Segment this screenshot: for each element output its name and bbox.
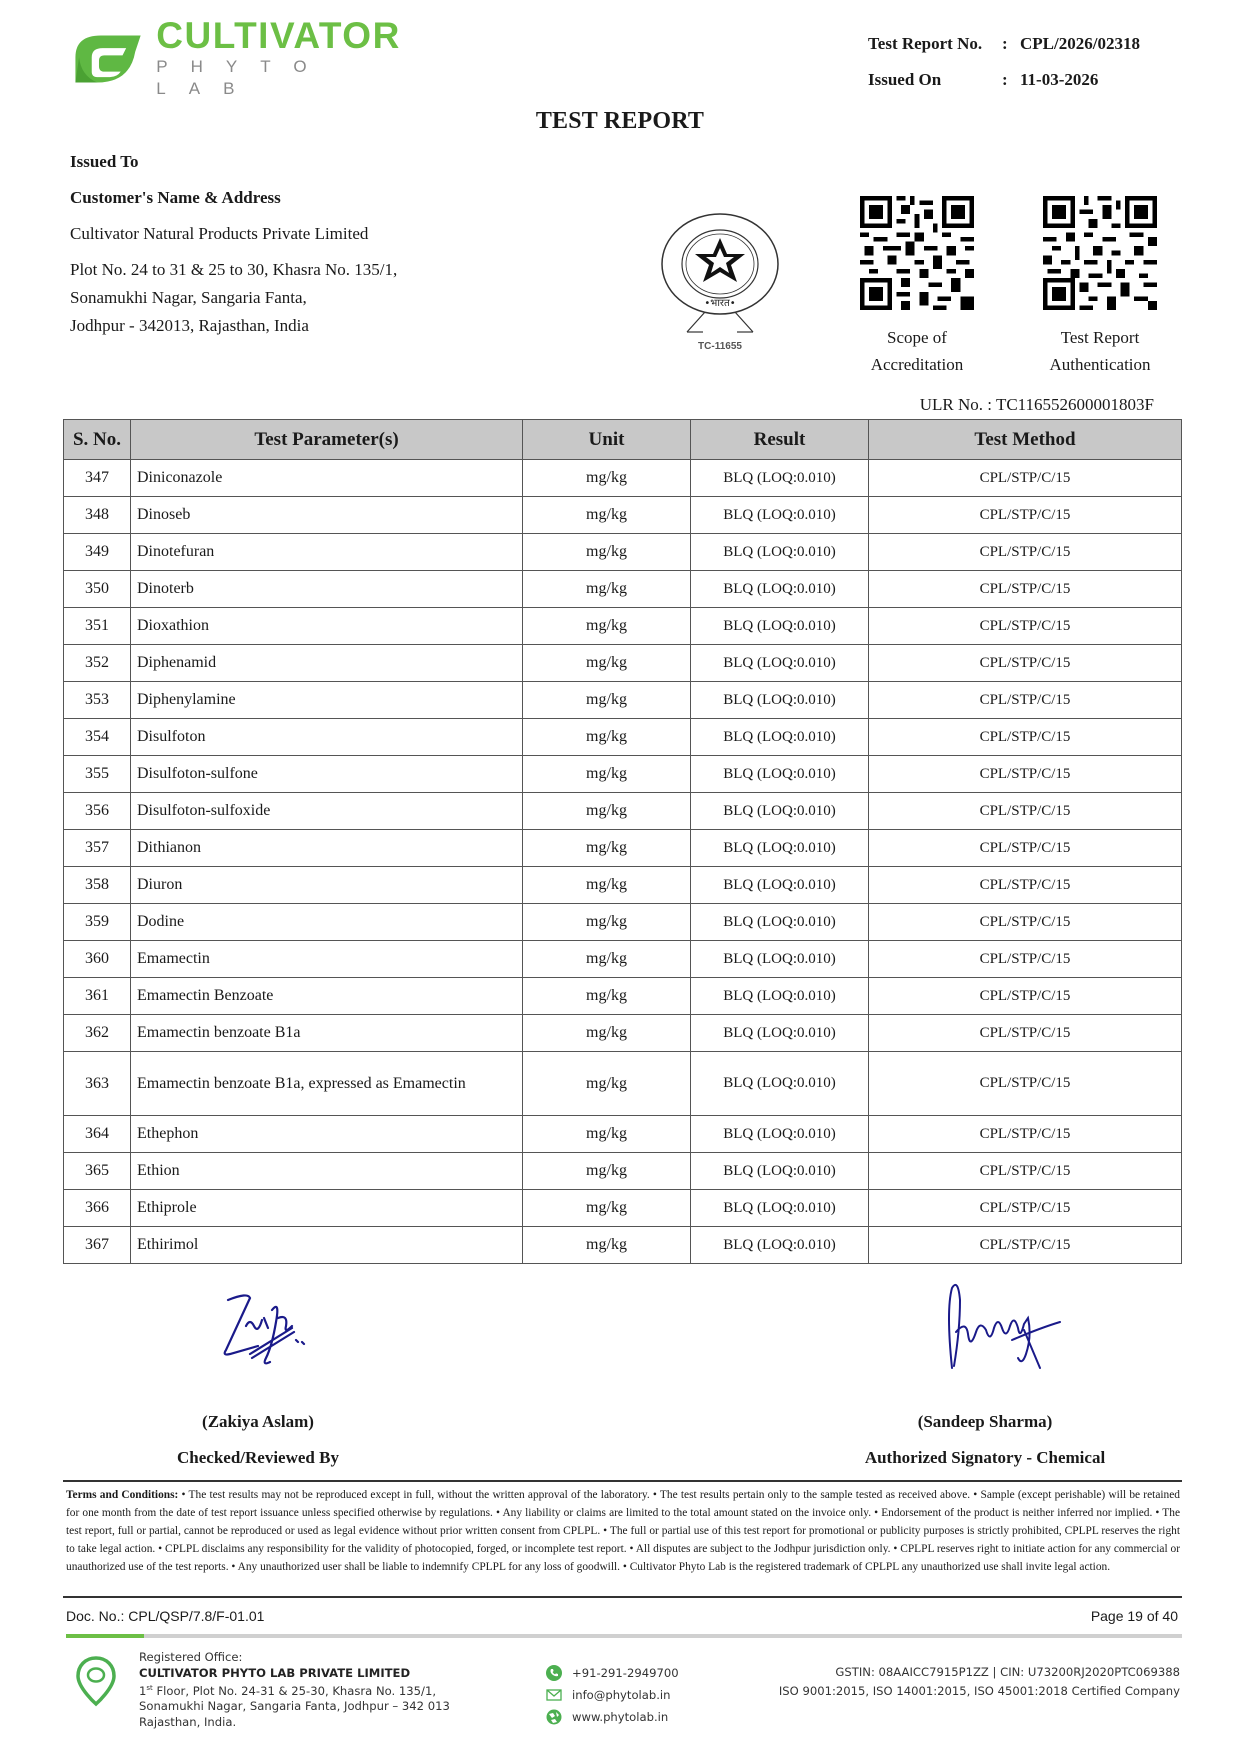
cell-parameter: Diuron — [131, 867, 523, 904]
cell-parameter: Dodine — [131, 904, 523, 941]
cell-method: CPL/STP/C/15 — [869, 645, 1182, 682]
table-row — [64, 904, 1182, 941]
cell-result: BLQ (LOQ:0.010) — [691, 460, 869, 497]
phone-icon — [546, 1665, 562, 1681]
table-row — [64, 608, 1182, 645]
report-meta — [868, 26, 1140, 98]
accreditation-cert-number: TC-11655 — [698, 341, 742, 352]
footer-divider-bar — [66, 1634, 1182, 1638]
cell-result: BLQ (LOQ:0.010) — [691, 1015, 869, 1052]
report-number-value: CPL/2026/02318 — [1020, 34, 1140, 53]
cell-sno: 348 — [64, 497, 131, 534]
cell-method: CPL/STP/C/15 — [869, 867, 1182, 904]
qr-auth-label: Test Report — [1060, 328, 1140, 347]
colon: : — [987, 395, 992, 414]
logo-subtitle: PHYTO LAB — [156, 57, 330, 98]
nabl-seal-icon — [655, 212, 785, 334]
cell-unit: mg/kg — [523, 867, 691, 904]
table-header-row — [64, 420, 1182, 460]
cell-result: BLQ (LOQ:0.010) — [691, 1190, 869, 1227]
cell-sno: 362 — [64, 1015, 131, 1052]
cell-sno: 355 — [64, 756, 131, 793]
table-row — [64, 1116, 1182, 1153]
table-row — [64, 793, 1182, 830]
column-header-result: Result — [691, 420, 869, 460]
cell-sno: 364 — [64, 1116, 131, 1153]
issued-to-heading: Issued To — [70, 152, 139, 171]
cell-sno: 366 — [64, 1190, 131, 1227]
company-name: CULTIVATOR PHYTO LAB PRIVATE LIMITED — [139, 1665, 411, 1680]
qr-auth-label: Authentication — [1049, 355, 1151, 374]
cell-method: CPL/STP/C/15 — [869, 719, 1182, 756]
cell-unit: mg/kg — [523, 1052, 691, 1116]
report-number-label: Test Report No. — [868, 34, 983, 53]
table-row — [64, 1153, 1182, 1190]
cell-parameter: Dinoseb — [131, 497, 523, 534]
signatory-role: Authorized Signatory - Chemical — [864, 1448, 1106, 1467]
cell-method: CPL/STP/C/15 — [869, 793, 1182, 830]
office-address-line: Rajasthan, India. — [139, 1714, 237, 1729]
issued-on-label: Issued On — [868, 70, 942, 89]
cell-result: BLQ (LOQ:0.010) — [691, 867, 869, 904]
divider — [63, 1480, 1182, 1482]
cell-method: CPL/STP/C/15 — [869, 460, 1182, 497]
cell-parameter: Disulfoton-sulfoxide — [131, 793, 523, 830]
cell-parameter: Ethion — [131, 1153, 523, 1190]
document-number: Doc. No.: CPL/QSP/7.8/F-01.01 — [66, 1608, 265, 1624]
cell-sno: 357 — [64, 830, 131, 867]
cell-result: BLQ (LOQ:0.010) — [691, 904, 869, 941]
authorized-signatory-block — [815, 1270, 1155, 1476]
ulr-value: TC116552600001803F — [995, 395, 1154, 414]
table-row — [64, 867, 1182, 904]
cell-unit: mg/kg — [523, 682, 691, 719]
cell-sno: 347 — [64, 460, 131, 497]
cell-method: CPL/STP/C/15 — [869, 1190, 1182, 1227]
cell-unit: mg/kg — [523, 1190, 691, 1227]
cell-sno: 352 — [64, 645, 131, 682]
table-row — [64, 719, 1182, 756]
cell-sno: 358 — [64, 867, 131, 904]
cell-unit: mg/kg — [523, 571, 691, 608]
cell-method: CPL/STP/C/15 — [869, 608, 1182, 645]
cell-unit: mg/kg — [523, 830, 691, 867]
cell-parameter: Ethiprole — [131, 1190, 523, 1227]
table-row — [64, 756, 1182, 793]
cell-sno: 351 — [64, 608, 131, 645]
gstin-cin: GSTIN: 08AAICC7915P1ZZ | CIN: U73200RJ2020PTC069388 — [835, 1665, 1180, 1679]
cell-unit: mg/kg — [523, 460, 691, 497]
test-results-table — [63, 419, 1182, 1264]
cell-method: CPL/STP/C/15 — [869, 1116, 1182, 1153]
cell-unit: mg/kg — [523, 608, 691, 645]
qr-scope-label: Accreditation — [870, 355, 964, 374]
cell-parameter: Emamectin benzoate B1a — [131, 1015, 523, 1052]
cell-parameter: Dinotefuran — [131, 534, 523, 571]
company-legal-info — [779, 1663, 1180, 1701]
cell-result: BLQ (LOQ:0.010) — [691, 793, 869, 830]
cell-result: BLQ (LOQ:0.010) — [691, 1227, 869, 1264]
cell-parameter: Dioxathion — [131, 608, 523, 645]
issued-on-row — [868, 62, 1140, 98]
cell-parameter: Ethirimol — [131, 1227, 523, 1264]
cell-method: CPL/STP/C/15 — [869, 978, 1182, 1015]
table-row — [64, 1015, 1182, 1052]
cell-parameter: Ethephon — [131, 1116, 523, 1153]
iso-certifications: ISO 9001:2015, ISO 14001:2015, ISO 45001:2018 Certified Company — [778, 1684, 1180, 1698]
nabl-accreditation-seal — [655, 212, 785, 362]
leaf-c-logo-icon — [70, 27, 144, 91]
cell-result: BLQ (LOQ:0.010) — [691, 830, 869, 867]
cell-sno: 353 — [64, 682, 131, 719]
email-row[interactable] — [546, 1684, 679, 1706]
colon: : — [1002, 34, 1008, 53]
table-row — [64, 830, 1182, 867]
office-address-line: Sonamukhi Nagar, Sangaria Fanta, Jodhpur – 342 013 — [139, 1699, 450, 1714]
divider — [63, 1596, 1182, 1598]
cell-parameter: Disulfoton-sulfone — [131, 756, 523, 793]
issued-to-section — [70, 150, 397, 342]
table-row — [64, 941, 1182, 978]
page-title: TEST REPORT — [535, 108, 705, 134]
office-label: Registered Office: — [139, 1650, 243, 1664]
cell-result: BLQ (LOQ:0.010) — [691, 645, 869, 682]
cell-method: CPL/STP/C/15 — [869, 571, 1182, 608]
cell-sno: 360 — [64, 941, 131, 978]
cell-result: BLQ (LOQ:0.010) — [691, 608, 869, 645]
phone-number[interactable]: +91-291-2949700 — [572, 1666, 679, 1680]
column-header-method: Test Method — [869, 420, 1182, 460]
cell-parameter: Emamectin — [131, 941, 523, 978]
colon: : — [1002, 70, 1008, 89]
cell-result: BLQ (LOQ:0.010) — [691, 756, 869, 793]
customer-address-line: Jodhpur - 342013, Rajasthan, India — [70, 316, 309, 335]
cell-method: CPL/STP/C/15 — [869, 682, 1182, 719]
office-address-line: 1st Floor, Plot No. 24-31 & 25-30, Khasra No. 135/1, — [139, 1683, 437, 1698]
cell-sno: 356 — [64, 793, 131, 830]
ulr-label: ULR No. — [919, 395, 984, 414]
phone-row[interactable] — [546, 1662, 679, 1684]
cell-sno: 349 — [64, 534, 131, 571]
cell-parameter: Disulfoton — [131, 719, 523, 756]
email-address[interactable]: info@phytolab.in — [572, 1688, 671, 1702]
scope-of-accreditation-qr[interactable] — [842, 196, 992, 378]
table-row — [64, 1190, 1182, 1227]
website-link[interactable]: www.phytolab.in — [572, 1710, 669, 1724]
customer-address-line: Sonamukhi Nagar, Sangaria Fanta, — [70, 288, 307, 307]
ulr-number — [920, 395, 1154, 415]
cell-unit: mg/kg — [523, 497, 691, 534]
footer-accent-bar — [66, 1634, 144, 1638]
cell-result: BLQ (LOQ:0.010) — [691, 941, 869, 978]
registered-office — [139, 1650, 450, 1730]
cell-result: BLQ (LOQ:0.010) — [691, 497, 869, 534]
cell-unit: mg/kg — [523, 719, 691, 756]
cell-parameter: Emamectin benzoate B1a, expressed as Emamectin — [131, 1052, 523, 1116]
cell-sno: 367 — [64, 1227, 131, 1264]
cell-unit: mg/kg — [523, 1153, 691, 1190]
cell-result: BLQ (LOQ:0.010) — [691, 978, 869, 1015]
company-logo — [70, 15, 430, 98]
cell-unit: mg/kg — [523, 1116, 691, 1153]
table-row — [64, 645, 1182, 682]
svg-text:•भारत•: •भारत• — [704, 298, 736, 309]
cell-method: CPL/STP/C/15 — [869, 1015, 1182, 1052]
website-row[interactable] — [546, 1706, 679, 1728]
cell-parameter: Dithianon — [131, 830, 523, 867]
reviewer-signature-block — [88, 1270, 428, 1476]
cell-sno: 350 — [64, 571, 131, 608]
cell-unit: mg/kg — [523, 1227, 691, 1264]
terms-label: Terms and Conditions: — [66, 1489, 179, 1501]
cell-result: BLQ (LOQ:0.010) — [691, 1052, 869, 1116]
report-number-row — [868, 26, 1140, 62]
cell-result: BLQ (LOQ:0.010) — [691, 1153, 869, 1190]
cell-result: BLQ (LOQ:0.010) — [691, 571, 869, 608]
cell-method: CPL/STP/C/15 — [869, 534, 1182, 571]
terms-and-conditions — [66, 1486, 1180, 1576]
cell-sno: 354 — [64, 719, 131, 756]
logo-title: CULTIVATOR — [156, 15, 401, 56]
page-number: Page 19 of 40 — [1090, 1608, 1178, 1624]
cell-unit: mg/kg — [523, 756, 691, 793]
qr-scope-label: Scope of — [887, 328, 947, 347]
cell-result: BLQ (LOQ:0.010) — [691, 1116, 869, 1153]
reviewer-name: (Zakiya Aslam) — [202, 1412, 314, 1431]
terms-text: • The test results may not be reproduced except in full, without the written approval of the laboratory. • The test results pertain only to the sample tested as received above. • Sample (except perishable) will be retained for one month from the date of test report issuance unless specified otherwise by regulations. • Any liability or claims are limited to the total amount stated on the invoice only. • Endorsement of the product is neither inferred nor implied. • The test report, full or partial, cannot be reproduced or used as legal evidence without prior written consent from CPLPL. • The full or partial use of this test report for promotional or publicity purposes is strictly prohibited, CPLPL reserves the right to take legal action. • CPLPL disclaims any responsibility for the validity of photocopied, forged, or incomplete test report. • All disputes are subject to the Jodhpur jurisdiction only. • CPLPL reserves right to initiate action for any commercial or unauthorized use of the test reports. • Any unauthorized user shall be liable to indemnify CPLPL for any loss of goodwill. • Cultivator Phyto Lab is the registered trademark of CPLPL any unauthorized use shall invite legal action. — [66, 1489, 1180, 1573]
table-row — [64, 571, 1182, 608]
customer-address-line: Plot No. 24 to 31 & 25 to 30, Khasra No. 135/1, — [70, 260, 398, 279]
cell-method: CPL/STP/C/15 — [869, 756, 1182, 793]
cell-unit: mg/kg — [523, 534, 691, 571]
cell-result: BLQ (LOQ:0.010) — [691, 534, 869, 571]
table-row — [64, 460, 1182, 497]
location-pin-icon — [74, 1654, 118, 1708]
cell-unit: mg/kg — [523, 645, 691, 682]
cell-method: CPL/STP/C/15 — [869, 904, 1182, 941]
cell-result: BLQ (LOQ:0.010) — [691, 719, 869, 756]
cell-result: BLQ (LOQ:0.010) — [691, 682, 869, 719]
cell-method: CPL/STP/C/15 — [869, 1227, 1182, 1264]
qr-code-icon[interactable] — [860, 196, 974, 310]
cell-sno: 365 — [64, 1153, 131, 1190]
email-icon — [546, 1687, 562, 1703]
reviewer-role: Checked/Reviewed By — [177, 1448, 339, 1467]
cell-method: CPL/STP/C/15 — [869, 941, 1182, 978]
column-header-sno: S. No. — [64, 420, 131, 460]
cell-parameter: Diphenamid — [131, 645, 523, 682]
cell-parameter: Dinoterb — [131, 571, 523, 608]
customer-name: Cultivator Natural Products Private Limited — [70, 224, 369, 243]
cell-sno: 359 — [64, 904, 131, 941]
cell-method: CPL/STP/C/15 — [869, 830, 1182, 867]
cell-parameter: Diniconazole — [131, 460, 523, 497]
globe-icon — [546, 1709, 562, 1725]
cell-unit: mg/kg — [523, 793, 691, 830]
cell-sno: 361 — [64, 978, 131, 1015]
contact-info — [546, 1662, 679, 1728]
cell-unit: mg/kg — [523, 978, 691, 1015]
cell-parameter: Emamectin Benzoate — [131, 978, 523, 1015]
issued-on-value: 11-03-2026 — [1020, 70, 1099, 89]
cell-sno: 363 — [64, 1052, 131, 1116]
reviewer-signature-image — [188, 1270, 328, 1380]
signatory-name: (Sandeep Sharma) — [917, 1412, 1053, 1431]
cell-method: CPL/STP/C/15 — [869, 497, 1182, 534]
signatory-signature-image — [900, 1270, 1070, 1380]
table-row — [64, 497, 1182, 534]
test-report-authentication-qr[interactable] — [1025, 196, 1175, 378]
cell-unit: mg/kg — [523, 941, 691, 978]
customer-heading: Customer's Name & Address — [70, 188, 281, 207]
qr-code-icon[interactable] — [1043, 196, 1157, 310]
cell-parameter: Diphenylamine — [131, 682, 523, 719]
cell-unit: mg/kg — [523, 904, 691, 941]
table-row — [64, 534, 1182, 571]
column-header-parameter: Test Parameter(s) — [131, 420, 523, 460]
table-row — [64, 1052, 1182, 1116]
table-row — [64, 1227, 1182, 1264]
table-row — [64, 682, 1182, 719]
cell-method: CPL/STP/C/15 — [869, 1153, 1182, 1190]
column-header-unit: Unit — [523, 420, 691, 460]
cell-method: CPL/STP/C/15 — [869, 1052, 1182, 1116]
cell-unit: mg/kg — [523, 1015, 691, 1052]
table-row — [64, 978, 1182, 1015]
